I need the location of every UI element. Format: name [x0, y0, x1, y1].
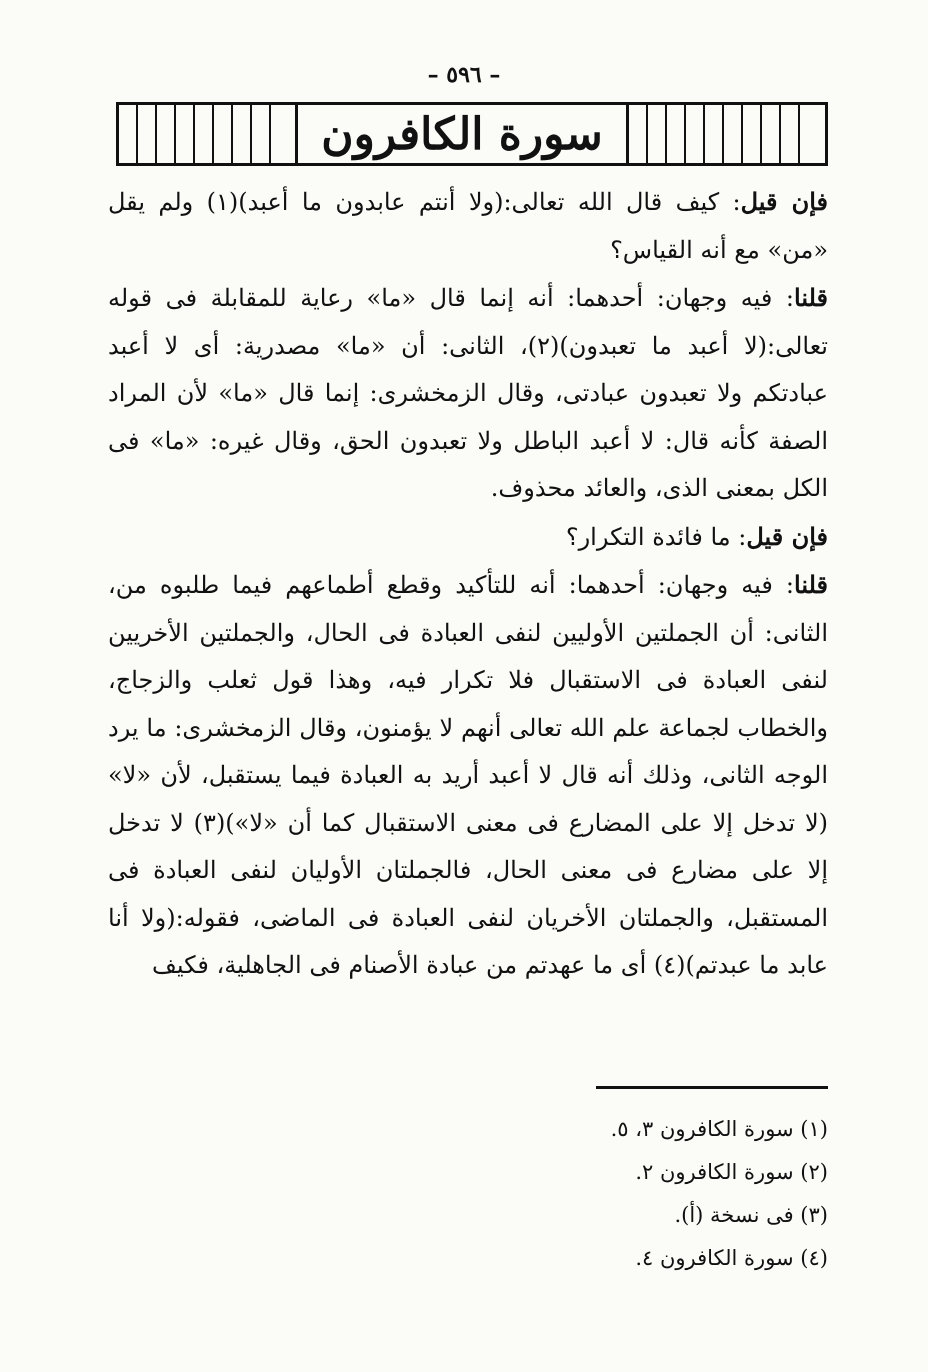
paragraph-text: : ما فائدة التكرار؟	[565, 522, 747, 551]
footnotes	[380, 1108, 828, 1280]
footnote: (٤) سورة الكافرون ٤.	[635, 1246, 828, 1270]
paragraph-lead: فإن قيل	[746, 521, 828, 551]
ornament-grid-left	[119, 105, 298, 163]
paragraph-lead: فإن قيل	[740, 187, 829, 216]
footnote: (٢) سورة الكافرون ٢.	[635, 1160, 828, 1184]
paragraph	[108, 274, 828, 513]
paragraph	[108, 561, 828, 990]
footnote: (٣) فى نسخة (أ).	[674, 1203, 828, 1227]
paragraph-text: : فيه وجهان: أحدهما: أنه إنما قال «ما» رعاية للمقابلة فى قوله تعالى:(لا أعبد ما تعبدون)(٢)، الثانى: أن «ما» مصدرية: أى لا أعبد عبادتكم ولا تعبدون عبادتى، وقال الزمخشرى: إنما قال «ما» لأن المراد الصفة كأنه قال: لا أعبد الباطل ولا تعبدون الحق، وقال غيره: «ما» فى الكل بمعنى الذى، والعائد محذوف.	[108, 284, 828, 502]
surah-title-frame	[116, 102, 828, 166]
paragraph	[108, 178, 828, 274]
paragraph-lead: قلنا	[794, 570, 828, 599]
body-text	[108, 178, 828, 990]
paragraph	[108, 513, 828, 562]
footnote: (١) سورة الكافرون ٣، ٥.	[610, 1117, 828, 1141]
paragraph-text: : فيه وجهان: أحدهما: أنه للتأكيد وقطع أطماعهم فيما طلبوه من، الثانى: أن الجملتين الأوليين لنفى العبادة فى الحال، والجملتين الأخريين لنفى العبادة فى الاستقبال فلا تكرار فيه، وهذا قول ثعلب والزجاج، والخطاب لجماعة علم الله تعالى أنهم لا يؤمنون، وقال الزمخشرى: ما يرد الوجه الثانى، وذلك أنه قال لا أعبد أريد به العبادة فيما يستقبل، لأن «لا» (لا تدخل إلا على المضارع فى معنى الاستقبال كما أن «لا»)(٣) لا تدخل إلا على مضارع فى معنى الحال، فالجملتان الأوليان لنفى العبادة فى المستقبل، والجملتان الأخريان لنفى العبادة فى الماضى، فقوله:(ولا أنا عابد ما عبدتم)(٤) أى ما عهدتم من عبادة الأصنام فى الجاهلية، فكيف	[108, 571, 828, 979]
paragraph-text: : كيف قال الله تعالى:(ولا أنتم عابدون ما أعبد)(١) ولم يقل «من» مع أنه القياس؟	[108, 188, 828, 264]
paragraph-lead: قلنا	[794, 283, 828, 312]
ornament-grid-right	[626, 105, 825, 163]
surah-title: سورة الكافرون	[321, 108, 603, 160]
footnote-divider	[596, 1086, 828, 1089]
page-number: – ٥٩٦ –	[427, 62, 501, 88]
